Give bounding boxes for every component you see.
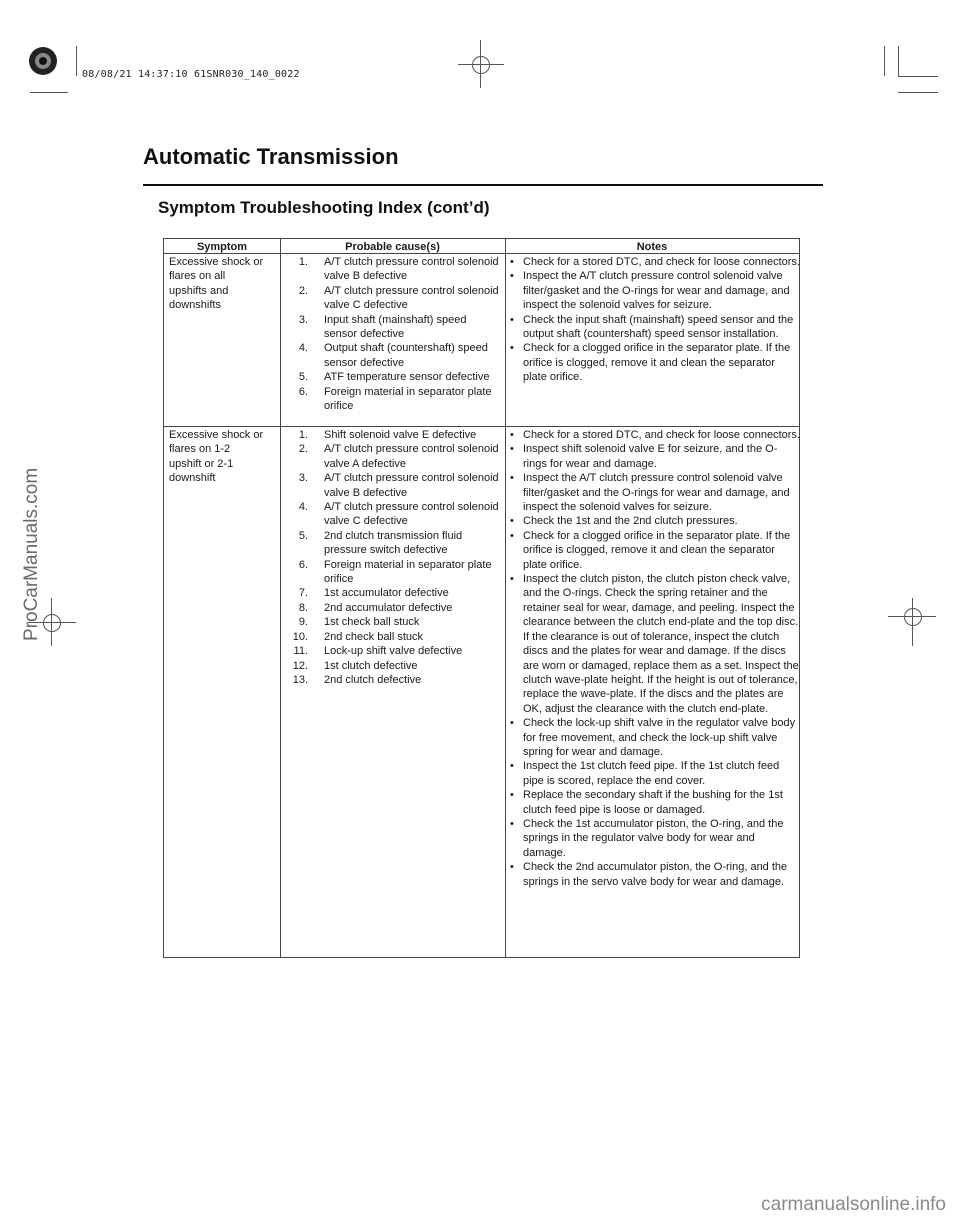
note-item <box>510 428 800 442</box>
note-text: Inspect shift solenoid valve E for seizure, and the O-rings for wear and damage. <box>523 443 778 470</box>
header-notes: Notes <box>636 241 668 253</box>
cause-text: Output shaft (countershaft) speed sensor defective <box>324 342 488 369</box>
note-text: Inspect the A/T clutch pressure control solenoid valve filter/gasket and the O-rings for wear and damage, and inspect the solenoid valves for seizure. <box>523 270 790 312</box>
bullet-icon: • <box>510 817 514 830</box>
crop-mark <box>76 46 77 76</box>
cause-list <box>282 255 502 413</box>
cause-text: A/T clutch pressure control solenoid valve A defective <box>324 443 499 470</box>
troubleshooting-table <box>163 238 800 958</box>
note-item <box>510 255 800 269</box>
page-title: Automatic Transmission <box>143 144 399 169</box>
cause-number: 6. <box>298 385 308 398</box>
cause-text: 2nd clutch transmission fluid pressure switch defective <box>324 529 463 557</box>
note-item <box>510 269 800 312</box>
crop-target-icon <box>472 56 490 74</box>
cause-text: 2nd clutch defective <box>324 673 422 686</box>
note-text: Check the 1st and the 2nd clutch pressures. <box>523 515 738 528</box>
crop-target-icon <box>43 614 61 632</box>
cause-text: 1st clutch defective <box>324 659 418 672</box>
watermark-bottom: carmanualsonline.info <box>761 1194 946 1215</box>
crop-mark <box>898 92 938 93</box>
cause-number: 1. <box>298 429 308 441</box>
print-stamp: 08/08/21 14:37:10 61SNR030_140_0022 <box>82 69 300 80</box>
cause-number: 10. <box>292 630 308 643</box>
note-text: Check for a clogged orifice in the separator plate. If the orifice is clogged, remove it and clean the separator plate orifice. <box>523 529 791 571</box>
note-item <box>510 817 800 860</box>
cause-item <box>282 601 502 615</box>
note-text: Check the 1st accumulator piston, the O-ring, and the springs in the regulator valve body for wear and damage. <box>523 817 784 859</box>
cause-number: 2. <box>298 443 308 456</box>
cause-number: 6. <box>298 558 308 571</box>
cause-item <box>282 385 502 414</box>
cause-number: 4. <box>298 501 308 514</box>
bullet-icon: • <box>510 529 514 542</box>
note-list <box>510 255 800 385</box>
note-item <box>510 341 800 384</box>
cause-number: 1. <box>298 256 308 268</box>
bullet-icon: • <box>510 429 514 441</box>
cause-number: 5. <box>298 371 308 384</box>
cause-number: 8. <box>298 601 308 614</box>
cause-text: 1st accumulator defective <box>324 587 449 600</box>
cause-text: Foreign material in separator plate orifice <box>324 558 492 586</box>
header-causes: Probable cause(s) <box>345 241 440 253</box>
note-item <box>510 442 800 471</box>
cause-item <box>282 558 502 587</box>
column-divider <box>505 239 506 957</box>
cause-item <box>282 586 502 600</box>
cause-text: A/T clutch pressure control solenoid valve C defective <box>324 501 499 528</box>
note-text: Replace the secondary shaft if the bushing for the 1st clutch feed pipe is loose or damaged. <box>523 789 783 816</box>
bullet-icon: • <box>510 515 514 528</box>
cause-item <box>282 471 502 500</box>
note-item <box>510 716 800 759</box>
bullet-icon: • <box>510 443 514 456</box>
cause-number: 3. <box>298 313 308 326</box>
note-list <box>510 428 800 889</box>
cause-item <box>282 341 502 370</box>
symptom-cell: Excessive shock or flares on all upshifts and downshifts <box>169 256 264 312</box>
note-text: Check for a stored DTC, and check for loose connectors. <box>523 429 800 441</box>
cause-number: 13. <box>292 673 308 686</box>
cause-item <box>282 659 502 673</box>
crop-mark <box>898 46 899 76</box>
bullet-icon: • <box>510 342 514 355</box>
cause-item <box>282 529 502 558</box>
cause-text: 2nd accumulator defective <box>324 601 453 614</box>
cause-number: 2. <box>298 284 308 297</box>
note-text: Check for a stored DTC, and check for loose connectors. <box>523 256 800 268</box>
cause-number: 11. <box>293 645 308 658</box>
title-rule <box>143 184 823 186</box>
crop-mark <box>30 92 68 93</box>
cause-text: A/T clutch pressure control solenoid valve C defective <box>324 284 499 312</box>
header-symptom: Symptom <box>196 241 248 253</box>
note-item <box>510 759 800 788</box>
cause-item <box>282 255 502 284</box>
cause-text: Lock-up shift valve defective <box>324 645 463 658</box>
note-item <box>510 860 800 889</box>
cause-item <box>282 673 502 687</box>
bullet-icon: • <box>510 717 514 730</box>
cause-number: 7. <box>298 587 308 600</box>
cause-number: 12. <box>292 659 308 672</box>
note-text: Inspect the A/T clutch pressure control solenoid valve filter/gasket and the O-rings for wear and damage, and inspect the solenoid valves for seizure. <box>523 472 790 514</box>
row-divider <box>164 426 799 427</box>
bullet-icon: • <box>510 789 514 802</box>
cause-item <box>282 284 502 313</box>
cause-text: A/T clutch pressure control solenoid valve B defective <box>324 256 499 283</box>
bullet-icon: • <box>510 472 514 485</box>
cause-item <box>282 644 502 658</box>
note-text: Check the 2nd accumulator piston, the O-ring, and the springs in the servo valve body for wear and damage. <box>523 861 788 888</box>
bullet-icon: • <box>510 313 514 326</box>
cause-text: Input shaft (mainshaft) speed sensor defective <box>324 313 467 341</box>
cause-item <box>282 313 502 342</box>
crop-target-icon <box>904 608 922 626</box>
cause-text: Foreign material in separator plate orifice <box>324 385 492 413</box>
crop-mark <box>884 46 885 76</box>
cause-text: ATF temperature sensor defective <box>324 371 490 384</box>
note-item <box>510 514 800 528</box>
cause-text: Shift solenoid valve E defective <box>324 429 477 441</box>
cause-item <box>282 442 502 471</box>
cause-number: 5. <box>298 529 308 542</box>
bullet-icon: • <box>510 573 514 586</box>
cause-item <box>282 428 502 442</box>
cause-list <box>282 428 502 687</box>
symptom-cell: Excessive shock or flares on 1-2 upshift or 2-1 downshift <box>169 429 264 485</box>
cause-number: 9. <box>298 616 308 629</box>
bullet-icon: • <box>510 861 514 874</box>
note-text: Inspect the clutch piston, the clutch piston check valve, and the O-rings. Check the spring retainer and the retainer seal for wear, damage, and peeling. Inspect the clearance between the clutch end-plate and the top disc. If the clearance is out of tolerance, inspect the clutch discs and the plates for wear and damage. If the discs are worn or damaged, replace them as a set. Inspect the clutch wave-plate height. If the height is out of tolerance, replace the wave-plate. If the discs and the plates are OK, adjust the clearance with the clutch end-plate. <box>523 573 799 715</box>
cause-item <box>282 615 502 629</box>
note-item <box>510 471 800 514</box>
note-item <box>510 313 800 342</box>
note-item <box>510 788 800 817</box>
cause-text: 1st check ball stuck <box>324 616 420 629</box>
section-title: Symptom Troubleshooting Index (cont’d) <box>158 198 490 217</box>
cause-text: 2nd check ball stuck <box>324 630 424 643</box>
cause-item <box>282 630 502 644</box>
note-item <box>510 529 800 572</box>
crop-mark <box>898 76 938 77</box>
note-text: Inspect the 1st clutch feed pipe. If the 1st clutch feed pipe is scored, replace the end cover. <box>523 760 780 787</box>
column-divider <box>280 239 281 957</box>
cause-number: 3. <box>298 472 308 485</box>
note-text: Check the input shaft (mainshaft) speed sensor and the output shaft (countershaft) speed sensor installation. <box>523 313 794 341</box>
bullet-icon: • <box>510 256 514 268</box>
note-text: Check for a clogged orifice in the separator plate. If the orifice is clogged, remove it and clean the separator plate orifice. <box>523 342 791 384</box>
bullet-icon: • <box>510 270 514 283</box>
cause-item <box>282 370 502 384</box>
cause-number: 4. <box>298 342 308 355</box>
cause-text: A/T clutch pressure control solenoid valve B defective <box>324 472 499 499</box>
note-text: Check the lock-up shift valve in the regulator valve body for free movement, and check the lock-up shift valve spring for wear and damage. <box>523 717 796 758</box>
bullet-icon: • <box>510 760 514 773</box>
cause-item <box>282 500 502 529</box>
watermark-left: ProCarManuals.com <box>21 467 42 641</box>
registration-mark-icon <box>28 46 58 76</box>
note-item <box>510 572 800 716</box>
